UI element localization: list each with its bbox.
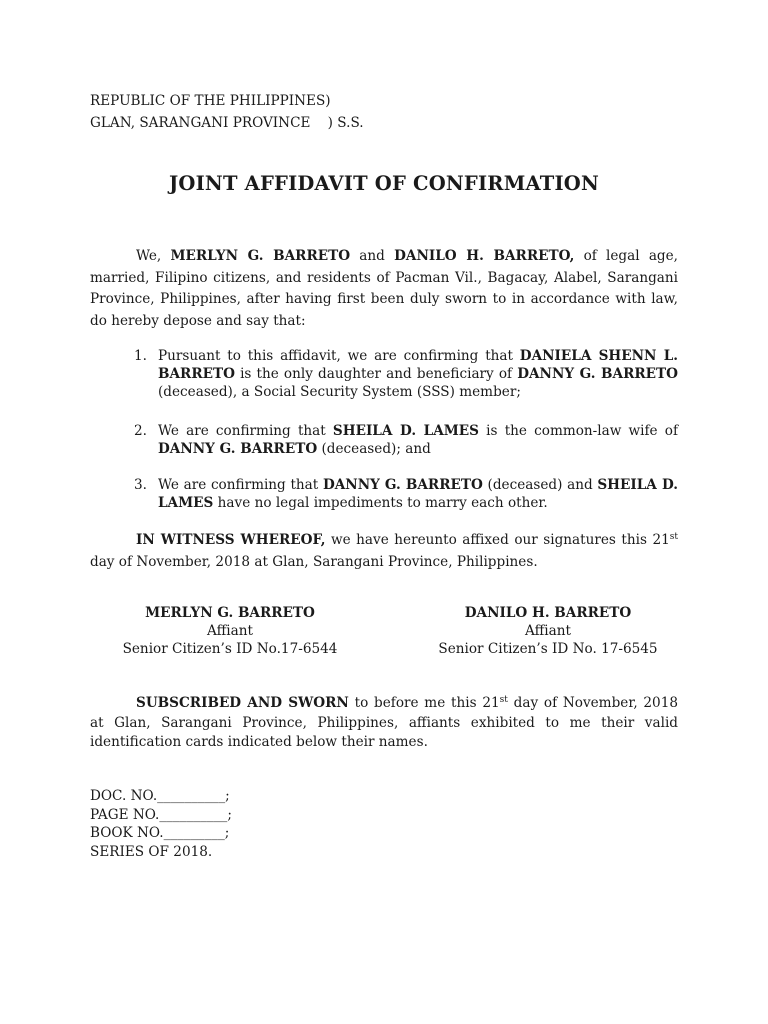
witness-text-2: day of November, 2018 at Glan, Sarangani Province, Philippines. [90, 553, 538, 570]
item-text-part: have no legal impediments to marry each other. [213, 495, 548, 511]
jurat-lead: SUBSCRIBED AND SWORN [136, 695, 349, 711]
item-number: 1. [134, 348, 147, 364]
intro-affiant-1: MERLYN G. BARRETO [170, 248, 351, 264]
item-text-part: Pursuant to this affidavit, we are confirming that [158, 348, 520, 364]
item-text-part: is the common-law wife of [478, 423, 678, 439]
signatory-block-2 [408, 604, 688, 658]
witness-text-1: we have hereunto affixed our signatures this 21 [325, 532, 670, 548]
signatory-block-1 [90, 604, 370, 658]
jurat-text-1: to before me this 21 [348, 695, 500, 711]
signatory-role: Affiant [525, 623, 571, 639]
venue-line-province: GLAN, SARANGANI PROVINCE ) S.S. [90, 115, 364, 131]
item-bold-name: SHEILA D. LAMES [158, 477, 678, 511]
book-no-line: BOOK NO._________; [90, 825, 230, 841]
item-text-part: (deceased); and [317, 441, 431, 457]
item-bold-name: DANNY G. BARRETO [158, 441, 318, 457]
signatory-id: Senior Citizen’s ID No. 17-6545 [438, 641, 658, 657]
item-bold-name: DANIELA SHENN L. BARRETO [158, 348, 678, 382]
signatory-name: MERLYN G. BARRETO [145, 605, 315, 621]
jurat-ordinal: st [499, 695, 508, 705]
item-text [158, 476, 678, 512]
item-bold-name: DANNY G. BARRETO [517, 366, 678, 382]
item-text-part: We are confirming that [158, 423, 333, 439]
item-bold-name: DANNY G. BARRETO [322, 477, 483, 493]
intro-and: and [350, 248, 395, 264]
jurat-paragraph [90, 694, 678, 753]
witness-paragraph [90, 530, 678, 573]
witness-lead: IN WITNESS WHEREOF, [136, 532, 326, 548]
notarial-register-block [90, 787, 232, 861]
intro-rest: of legal age, married, Filipino citizens, and residents of Pacman Vil., Bagacay, Alabel, Sarangani Province, Philippines, after having first been duly sworn to in accordance with law, do hereby depose and say that: [90, 248, 678, 329]
venue-block [90, 92, 364, 136]
signatory-id: Senior Citizen’s ID No.17-6544 [122, 641, 338, 657]
intro-paragraph [90, 246, 678, 332]
item-text-part: is the only daughter and beneficiary of [234, 366, 518, 382]
page-no-line: PAGE NO.__________; [90, 806, 232, 823]
item-bold-name: SHEILA D. LAMES [332, 423, 479, 439]
item-text-part: (deceased) and [482, 477, 598, 493]
intro-we: We, [136, 248, 171, 264]
venue-line-republic: REPUBLIC OF THE PHILIPPINES) [90, 93, 331, 109]
witness-ordinal: st [669, 532, 678, 542]
item-text-part: We are confirming that [158, 477, 323, 493]
item-number: 3. [134, 477, 147, 493]
jurat-text-2: day of November, 2018 at Glan, Sarangani Province, Philippines, affiants exhibited to me their valid identification cards indicated below their names. [90, 695, 678, 750]
signatory-name: DANILO H. BARRETO [464, 605, 632, 621]
signatory-role: Affiant [207, 623, 253, 639]
item-text [158, 347, 678, 401]
doc-no-line: DOC. NO.__________; [90, 788, 230, 804]
item-text-part: (deceased), a Social Security System (SSS) member; [158, 384, 521, 400]
series-line: SERIES OF 2018. [90, 843, 213, 860]
intro-affiant-2: DANILO H. BARRETO, [394, 248, 575, 264]
document-title: JOINT AFFIDAVIT OF CONFIRMATION [169, 172, 599, 195]
item-text [158, 422, 678, 458]
item-number: 2. [134, 423, 147, 439]
